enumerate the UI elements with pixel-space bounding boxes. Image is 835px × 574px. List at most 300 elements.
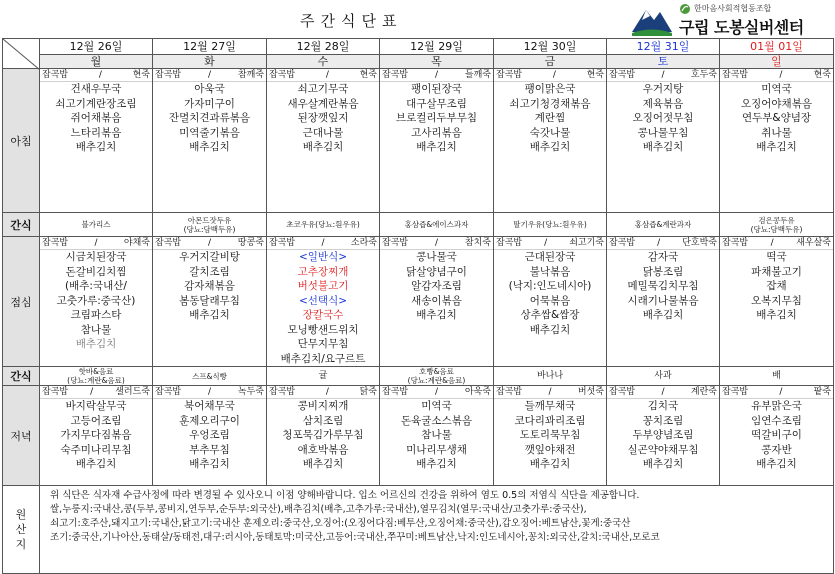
snack1-label: 간식 (3, 213, 40, 237)
menu-item: 콩나물국 (416, 251, 457, 263)
rice-label: 잡곡밥 (269, 387, 296, 397)
porridge-label: 현죽 (132, 70, 150, 80)
breakfast-cell (494, 69, 607, 213)
rice-porridge-line (494, 69, 606, 82)
origin-label-char: 산 (15, 523, 27, 536)
menu-item: 배추김치 (642, 141, 684, 153)
porridge-label: 현죽 (813, 70, 831, 80)
menu-item: 닭봉조림 (642, 265, 684, 278)
menu-item: 숙주미나리무침 (60, 443, 132, 456)
separator: / (94, 238, 98, 248)
menu-items (380, 82, 493, 155)
menu-item: 고춧가루:중국산) (56, 294, 136, 307)
day-row (3, 55, 834, 69)
day-cell: 금 (494, 55, 607, 69)
menu-item: 배추김치 (302, 141, 344, 153)
rice-label: 잡곡밥 (269, 70, 296, 80)
day-cell: 목 (380, 55, 494, 69)
menu-item: 미역국 (421, 400, 452, 412)
rice-label: 잡곡밥 (722, 387, 749, 397)
separator: / (779, 387, 783, 397)
menu-item: 배추김치 (189, 458, 230, 470)
menu-item: 미역국 (761, 83, 792, 95)
snack-cell (267, 367, 380, 386)
menu-item: 콩자반 (761, 443, 792, 456)
rice-label: 잡곡밥 (42, 238, 69, 248)
menu-item: 배추김치 (642, 458, 684, 470)
day-cell: 화 (153, 55, 267, 69)
org-subtitle: 한마음사회적협동조합 (694, 4, 772, 13)
lunch-cell (267, 237, 380, 367)
diagonal-line (3, 39, 40, 70)
rice-label: 잡곡밥 (155, 70, 182, 80)
menu-item: 메밀묵김치무침 (627, 280, 699, 292)
rice-label: 잡곡밥 (722, 70, 749, 80)
menu-item: 새우살계란볶음 (287, 97, 359, 110)
menu-item: 배추김치 (529, 141, 571, 153)
porridge-label: 현죽 (359, 70, 377, 80)
rice-label: 잡곡밥 (496, 238, 523, 248)
menu-items (153, 250, 266, 323)
menu-item: 불낙볶음 (529, 265, 571, 278)
separator: / (207, 238, 212, 248)
menu-item: 코다리꽈리조림 (514, 414, 586, 427)
separator: / (661, 70, 665, 80)
rice-label: 잡곡밥 (382, 387, 409, 397)
menu-item: 오징어야채볶음 (740, 97, 812, 110)
menu-item: 배추김치 (75, 458, 117, 470)
menu-item: 배추김치 (756, 458, 797, 470)
menu-item: 취나물 (761, 126, 792, 139)
menu-item: 아욱국 (194, 83, 225, 95)
rice-porridge-line (607, 69, 719, 82)
porridge-label: 호두죽 (690, 70, 717, 80)
menu-item: 배추김치 (529, 323, 571, 336)
menu-item: <선택식> (298, 294, 348, 307)
rice-label: 잡곡밥 (42, 70, 69, 80)
snack-cell (720, 213, 834, 237)
menu-item: (배추:국내산/ (65, 280, 127, 292)
menu-items (720, 250, 833, 323)
dinner-row (3, 386, 834, 486)
rice-label: 잡곡밥 (609, 238, 636, 248)
breakfast-cell (153, 69, 267, 213)
day-cell: 월 (40, 55, 153, 69)
rice-porridge-line (40, 386, 152, 399)
weekly-menu-table (2, 38, 834, 574)
rice-label: 잡곡밥 (722, 238, 749, 248)
rice-porridge-line (153, 386, 266, 399)
dinner-cell (380, 386, 494, 486)
menu-item: 미역줄기볶음 (179, 126, 240, 139)
snack-line: 바나나 (536, 370, 564, 381)
menu-item: 떡갈비구이 (751, 429, 802, 441)
dinner-cell (720, 386, 834, 486)
menu-item: 닭살양념구이 (406, 265, 467, 278)
menu-item: 가지무다짐볶음 (60, 429, 132, 441)
rice-porridge-line (720, 386, 833, 399)
porridge-label: 참치죽 (464, 238, 491, 248)
menu-item: 임연수조림 (751, 414, 802, 427)
menu-items (153, 399, 266, 472)
separator: / (552, 70, 556, 80)
menu-item: 우엉조림 (189, 429, 230, 441)
menu-item: 배추김치/요구르트 (280, 352, 366, 365)
menu-items (40, 250, 152, 352)
menu-item: 감자채볶음 (184, 280, 235, 292)
origin-line: 쌀,누룽지:국내산,콩(두부,콩비지,연두부,순두부:외국산),배추김치(배추,고추가루:국내산),열무김치(열무:국내산/고춧가루:중국산), (50, 504, 587, 515)
menu-item: 배추김치 (416, 141, 457, 153)
menu-item: 시래기나물볶음 (627, 294, 699, 307)
menu-item: 쇠고기계란장조림 (55, 97, 137, 110)
rice-porridge-line (380, 386, 493, 399)
menu-item: 계란찜 (534, 112, 566, 124)
lunch-cell (607, 237, 720, 367)
menu-item: 크림파스타 (70, 309, 122, 321)
porridge-label: 들깨죽 (464, 70, 491, 80)
origin-row (3, 486, 834, 574)
menu-item: 배추김치 (75, 141, 117, 153)
rice-porridge-line (380, 69, 493, 82)
menu-item: 파채불고기 (751, 265, 802, 278)
lunch-label: 점심 (3, 237, 40, 367)
menu-item: 바지락살무국 (65, 400, 127, 412)
menu-item: <일반식> (298, 251, 348, 263)
page-header (0, 0, 835, 38)
menu-items (40, 399, 152, 472)
snack-line: 블가리스 (81, 220, 111, 229)
menu-item: 브로컬리두부무침 (395, 112, 478, 124)
snack2-row (3, 367, 834, 386)
rice-porridge-line (40, 69, 152, 82)
menu-item: (낙지:인도네시아) (508, 280, 592, 292)
menu-item: 배추김치 (642, 309, 684, 321)
menu-item: 김치국 (647, 400, 679, 412)
menu-item: 근대나물 (302, 126, 344, 139)
day-cell: 일 (720, 55, 834, 69)
breakfast-cell (380, 69, 494, 213)
porridge-label: 땅콩죽 (237, 238, 264, 248)
menu-items (267, 399, 379, 472)
menu-item: 된장깻잎지 (297, 112, 349, 124)
separator: / (661, 387, 665, 397)
menu-item: 배추김치 (416, 458, 457, 470)
org-logo (632, 2, 832, 38)
separator: / (325, 387, 329, 397)
snack-line: (당뇨:계란&음료) (67, 376, 125, 385)
porridge-label: 소라죽 (350, 238, 377, 248)
breakfast-cell (720, 69, 834, 213)
snack-cell (380, 213, 494, 237)
origin-label-char: 원 (15, 508, 27, 521)
menu-item: 우거지탕 (642, 83, 684, 95)
snack-cell (153, 213, 267, 237)
separator: / (98, 70, 102, 80)
rice-porridge-line (267, 386, 379, 399)
menu-item: 근대된장국 (524, 251, 576, 263)
date-cell: 12월 29일 (380, 39, 494, 55)
lunch-cell (720, 237, 834, 367)
origin-line: 쇠고기:호주산,돼지고기:국내산,닭고기:국내산 훈제오리:중국산,오징어:(오징어다짐:베투산,오징어채:중국산),갑오징어:베트남산,꽃게:중국산 (50, 518, 631, 529)
menu-items (494, 250, 606, 337)
menu-item: 버섯불고기 (297, 280, 349, 292)
rice-porridge-line (153, 69, 266, 82)
menu-item: 숙갓나물 (529, 126, 571, 139)
snack-cell (267, 213, 380, 237)
porridge-label: 야채죽 (123, 238, 150, 248)
menu-item: 콩비지찌개 (297, 400, 349, 412)
origin-line: 조기:중국산,기나아산,동태살/동태전,대구:러시아,동태토막:미국산,고등어:국내산,쭈꾸미:베트남산,낙지:인도네시아,꽁치:외국산,갈치:국내산,모로코 (50, 532, 660, 543)
menu-item: 부추무침 (189, 443, 230, 456)
separator: / (657, 238, 661, 248)
menu-item: 돈갈비김치찜 (65, 265, 127, 278)
porridge-label: 단호박죽 (682, 238, 717, 248)
separator: / (207, 70, 212, 80)
menu-items (267, 82, 379, 155)
porridge-label: 녹두죽 (237, 387, 264, 397)
snack-cell (720, 367, 834, 386)
menu-item: 유부맑은국 (751, 400, 802, 412)
menu-item: 떡국 (766, 251, 787, 263)
menu-item: 돈육굴소스볶음 (400, 414, 472, 427)
dinner-cell (40, 386, 153, 486)
snack-line: 호빵&음료 (419, 367, 454, 376)
snack-line: 사과 (654, 370, 672, 381)
snack-line: 아몬드잣두유 (187, 215, 232, 225)
separator: / (207, 387, 212, 397)
menu-item: 콩나물무침 (637, 126, 689, 139)
menu-item: 쇠고기청경채볶음 (509, 97, 591, 110)
menu-item: 배추김치 (756, 141, 797, 153)
origin-notes (40, 486, 834, 574)
date-cell: 01월 01일 (720, 39, 834, 55)
snack-cell (607, 367, 720, 386)
menu-item: 가자미구이 (184, 97, 235, 110)
menu-item: 모닝빵샌드위치 (287, 323, 359, 336)
menu-items (267, 250, 379, 366)
porridge-label: 아욱죽 (464, 387, 491, 397)
menu-item: 팽이된장국 (411, 83, 462, 95)
menu-item: 오징어젓무침 (632, 112, 694, 124)
rice-label: 잡곡밥 (496, 70, 523, 80)
snack-cell (494, 213, 607, 237)
menu-item: 깻잎야채전 (524, 443, 576, 456)
menu-item: 단무지무침 (297, 338, 349, 350)
porridge-label: 현죽 (586, 70, 604, 80)
snack2-label: 간식 (3, 367, 40, 386)
menu-item: 봄동달래무침 (179, 294, 240, 307)
menu-item: 잔멸치견과류볶음 (168, 112, 251, 124)
menu-items (40, 82, 152, 155)
rice-label: 잡곡밥 (496, 387, 523, 397)
rice-label: 잡곡밥 (155, 238, 182, 248)
page-title: 주간식단표 (300, 12, 403, 30)
leaf-icon (679, 3, 691, 15)
dinner-cell (494, 386, 607, 486)
rice-porridge-line (720, 237, 833, 250)
separator: / (544, 238, 548, 248)
snack-line: 핫바&음료 (78, 367, 114, 376)
menu-item: 쇠고기무국 (297, 83, 349, 95)
day-cell: 수 (267, 55, 380, 69)
rice-porridge-line (607, 386, 719, 399)
snack-line: 귤 (318, 370, 328, 381)
rice-label: 잡곡밥 (609, 70, 636, 80)
menu-item: 시금치된장국 (65, 251, 127, 263)
snack-line: 스프&식빵 (192, 371, 227, 381)
date-cell: 12월 30일 (494, 39, 607, 55)
menu-item: 꽁치조림 (642, 414, 684, 427)
separator: / (434, 387, 439, 397)
menu-items (153, 82, 266, 155)
snack-line: 홍삼즙&계란과자 (634, 220, 692, 229)
corner-cell (3, 39, 40, 69)
porridge-label: 샐러드죽 (115, 387, 150, 397)
menu-item: 실곤약야채무침 (627, 443, 699, 456)
dinner-cell (153, 386, 267, 486)
menu-item: 두부양념조림 (632, 429, 694, 441)
breakfast-cell (607, 69, 720, 213)
lunch-cell (153, 237, 267, 367)
menu-item: 훈제오리구이 (179, 414, 240, 427)
menu-item: 미나리무생채 (406, 443, 467, 456)
snack-line: 초코우유(당뇨:흰우유) (286, 220, 360, 229)
menu-item: 배추김치 (189, 309, 230, 321)
porridge-label: 버섯죽 (577, 387, 604, 397)
menu-item: 갈치조림 (189, 265, 230, 278)
menu-item: 고등어조림 (70, 414, 122, 427)
menu-item: 배추김치 (189, 141, 230, 153)
snack1-row (3, 213, 834, 237)
rice-porridge-line (494, 386, 606, 399)
lunch-cell (494, 237, 607, 367)
rice-label: 잡곡밥 (42, 387, 69, 397)
snack-cell (380, 367, 494, 386)
date-cell: 12월 26일 (40, 39, 153, 55)
date-cell: 12월 31일 (607, 39, 720, 55)
lunch-row (3, 237, 834, 367)
menu-item: 팽이맑은국 (524, 83, 576, 95)
menu-item: 참나물 (421, 429, 452, 441)
menu-item: 쥐어채볶음 (70, 112, 122, 124)
menu-item: 우거지갈비탕 (179, 251, 240, 263)
rice-porridge-line (494, 237, 606, 250)
menu-item: 연두부&양념장 (741, 112, 812, 124)
porridge-label: 참깨죽 (237, 70, 264, 80)
origin-label-char: 지 (15, 538, 27, 551)
rice-porridge-line (153, 237, 266, 250)
rice-label: 잡곡밥 (382, 238, 409, 248)
separator: / (325, 70, 329, 80)
dinner-cell (267, 386, 380, 486)
breakfast-cell (40, 69, 153, 213)
menu-item: 느타리볶음 (70, 126, 122, 139)
date-cell: 12월 28일 (267, 39, 380, 55)
rice-label: 잡곡밥 (609, 387, 636, 397)
rice-porridge-line (607, 237, 719, 250)
menu-item: 고추장찌개 (297, 265, 349, 278)
dinner-label: 저녁 (3, 386, 40, 486)
menu-item: 배추김치 (75, 338, 117, 350)
day-cell: 토 (607, 55, 720, 69)
menu-item: 제육볶음 (642, 97, 684, 110)
snack-cell (40, 367, 153, 386)
rice-porridge-line (40, 237, 152, 250)
rice-porridge-line (380, 237, 493, 250)
breakfast-cell (267, 69, 380, 213)
menu-item: 들깨무채국 (524, 400, 576, 412)
snack-line: 홍삼즙&에이스과자 (404, 220, 469, 229)
snack-cell (494, 367, 607, 386)
menu-item: 어묵볶음 (529, 294, 571, 307)
separator: / (779, 70, 783, 80)
separator: / (434, 70, 439, 80)
separator: / (434, 238, 439, 248)
menu-item: 배추김치 (756, 309, 797, 321)
snack-line: (당뇨:계란&음료) (407, 376, 466, 385)
date-cell: 12월 27일 (153, 39, 267, 55)
origin-label (3, 486, 40, 574)
menu-item: 애호박볶음 (297, 443, 349, 456)
rice-label: 잡곡밥 (382, 70, 409, 80)
snack-line: 배 (772, 370, 781, 381)
snack-cell (40, 213, 153, 237)
org-name: 구립 도봉실버센터 (679, 18, 804, 37)
menu-item: 배추김치 (302, 458, 344, 470)
rice-porridge-line (267, 237, 379, 250)
separator: / (770, 238, 774, 248)
menu-item: 건새우무국 (70, 83, 122, 95)
menu-items (380, 399, 493, 472)
menu-items (380, 250, 493, 323)
rice-label: 잡곡밥 (155, 387, 182, 397)
menu-items (720, 399, 833, 472)
porridge-label: 계란죽 (690, 387, 717, 397)
menu-item: 배추김치 (416, 309, 457, 321)
menu-item: 잡채 (766, 280, 787, 292)
breakfast-label: 아침 (3, 69, 40, 213)
breakfast-row (3, 69, 834, 213)
menu-item: 도토리묵무침 (519, 429, 581, 441)
lunch-cell (40, 237, 153, 367)
menu-item: 북어채무국 (184, 400, 235, 412)
date-row (3, 39, 834, 55)
menu-items (607, 250, 719, 323)
snack-cell (607, 213, 720, 237)
menu-items (720, 82, 833, 155)
menu-items (494, 82, 606, 155)
snack-line: 검은콩두유 (758, 215, 795, 225)
porridge-label: 새우살죽 (796, 238, 831, 248)
menu-item: 감자국 (647, 251, 679, 263)
menu-items (607, 399, 719, 472)
menu-item: 삼치조림 (302, 414, 344, 427)
porridge-label: 팥죽 (813, 387, 831, 397)
menu-item: 고사리볶음 (411, 126, 462, 139)
separator: / (548, 387, 552, 397)
menu-item: 상추쌈&쌈장 (520, 309, 580, 321)
menu-item: 대구살무조림 (406, 97, 467, 110)
snack-line: 딸기우유(당뇨:흰우유) (513, 220, 587, 229)
menu-item: 배추김치 (529, 458, 571, 470)
porridge-label: 닭죽 (359, 387, 377, 397)
snack-line: (당뇨:담백두유) (183, 224, 236, 234)
menu-item: 알감자조림 (411, 280, 462, 292)
menu-item: 오복지무침 (751, 294, 802, 307)
menu-item: 청포묵김가루무침 (282, 429, 364, 441)
origin-line: 위 식단은 식자재 수급사정에 따라 변경될 수 있사오니 이점 양해바랍니다. 입소 어르신의 건강을 위하여 염도 0.5의 저염식 식단을 제공합니다. (50, 490, 640, 501)
separator: / (90, 387, 94, 397)
